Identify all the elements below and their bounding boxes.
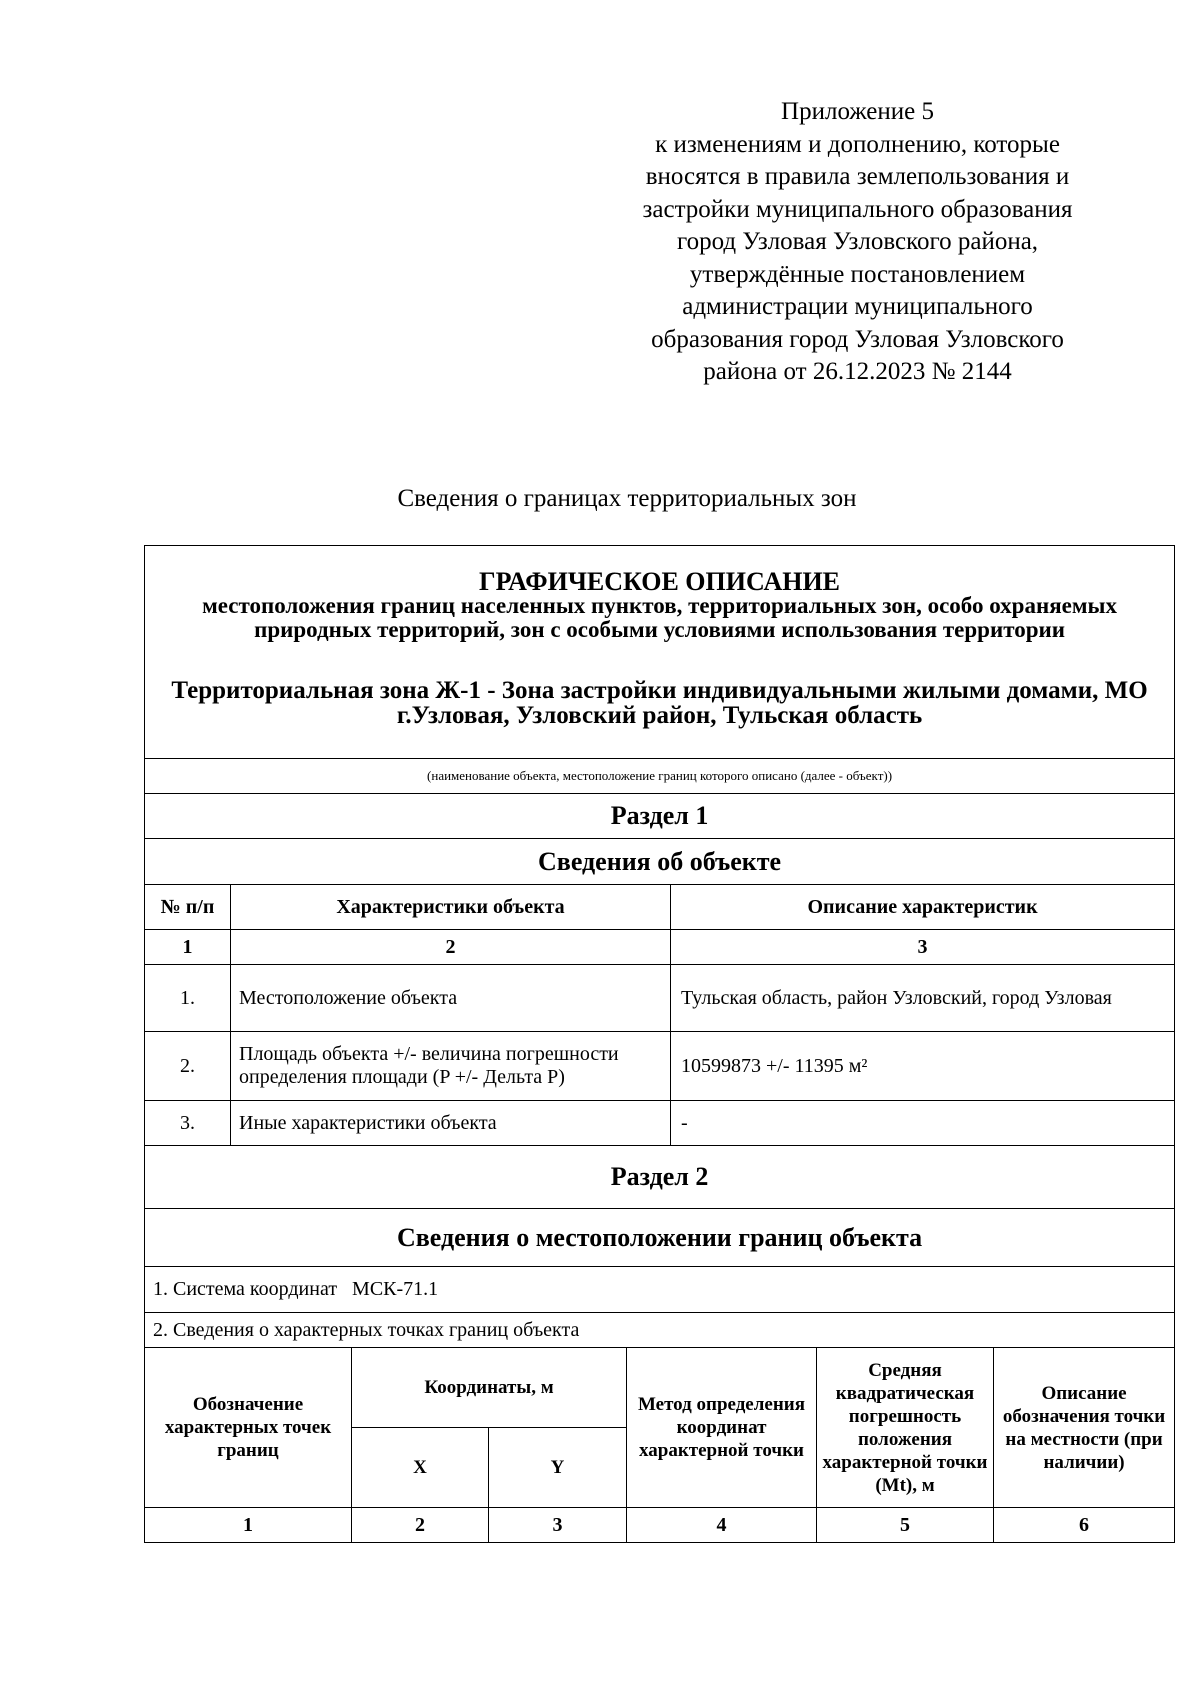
appendix-block bbox=[615, 96, 1100, 389]
section1-subtitle: Сведения об объекте bbox=[145, 839, 1175, 885]
appendix-line: город Узловая Узловского района, bbox=[676, 228, 1039, 255]
column-number: 4 bbox=[627, 1508, 817, 1543]
column-header-description: Описание характеристик bbox=[671, 885, 1175, 930]
table-row bbox=[145, 1101, 1175, 1146]
section2-subtitle: Сведения о местоположении границ объекта bbox=[145, 1209, 1175, 1267]
column-number: 2 bbox=[231, 930, 671, 965]
column-number: 3 bbox=[671, 930, 1175, 965]
column-header-number: № п/п bbox=[145, 885, 231, 930]
row-number: 1. bbox=[145, 965, 231, 1032]
document-title: Сведения о границах территориальных зон bbox=[397, 485, 857, 512]
appendix-line: вносятся в правила землепользования и bbox=[645, 163, 1070, 190]
row-characteristic: Иные характеристики объекта bbox=[231, 1101, 671, 1146]
column-number: 2 bbox=[352, 1508, 489, 1543]
row-number: 3. bbox=[145, 1101, 231, 1146]
row-characteristic: Площадь объекта +/- величина погрешности определения площади (P +/- Дельта P) bbox=[231, 1032, 671, 1101]
graphic-description-table bbox=[144, 545, 1175, 1543]
coordinate-system: 1. Система координат МСК-71.1 bbox=[145, 1267, 1175, 1313]
appendix-line: образования город Узловая Узловского bbox=[651, 325, 1064, 353]
section1-title: Раздел 1 bbox=[145, 794, 1175, 839]
object-caption: (наименование объекта, местоположение границ которого описано (далее - объект)) bbox=[145, 759, 1175, 794]
appendix-line: администрации муниципального bbox=[682, 293, 1033, 320]
appendix-line: Приложение 5 bbox=[781, 98, 934, 125]
header-cell bbox=[145, 546, 1175, 759]
zone-name: Территориальная зона Ж-1 - Зона застройки индивидуальными жилыми домами, МО г.Узловая, Узловский район, Тульская область bbox=[171, 677, 1148, 729]
column-header-error: Средняя квадратическая погрешность положения характерной точки (Mt), м bbox=[817, 1348, 994, 1508]
appendix-line: района от 26.12.2023 № 2144 bbox=[703, 358, 1012, 385]
section2-title: Раздел 2 bbox=[145, 1146, 1175, 1209]
row-description: 10599873 +/- 11395 м² bbox=[671, 1032, 1175, 1101]
column-header-coordinates: Координаты, м bbox=[352, 1348, 627, 1428]
column-header-point-description: Описание обозначения точки на местности (при наличии) bbox=[994, 1348, 1175, 1508]
column-header-characteristics: Характеристики объекта bbox=[231, 885, 671, 930]
header-subtitle: местоположения границ населенных пунктов, территориальных зон, особо охраняемых природных территорий, зон с особыми условиями использования территории bbox=[202, 593, 1117, 642]
table-row bbox=[145, 1032, 1175, 1101]
column-number: 1 bbox=[145, 930, 231, 965]
row-number: 2. bbox=[145, 1032, 231, 1101]
points-info: 2. Сведения о характерных точках границ объекта bbox=[145, 1313, 1175, 1348]
appendix-line: застройки муниципального образования bbox=[642, 195, 1073, 223]
column-header-point: Обозначение характерных точек границ bbox=[145, 1348, 352, 1508]
table-row bbox=[145, 965, 1175, 1032]
column-header-y: Y bbox=[489, 1428, 627, 1508]
column-number: 6 bbox=[994, 1508, 1175, 1543]
row-description: Тульская область, район Узловский, город Узловая bbox=[671, 965, 1175, 1032]
column-header-method: Метод определения координат характерной точки bbox=[627, 1348, 817, 1508]
row-description: - bbox=[671, 1101, 1175, 1146]
appendix-line: утверждённые постановлением bbox=[689, 260, 1026, 288]
appendix-line: к изменениям и дополнению, которые bbox=[655, 130, 1060, 158]
row-characteristic: Местоположение объекта bbox=[231, 965, 671, 1032]
header-main-title: ГРАФИЧЕСКОЕ ОПИСАНИЕ bbox=[479, 567, 841, 596]
column-number: 3 bbox=[489, 1508, 627, 1543]
column-number: 5 bbox=[817, 1508, 994, 1543]
column-number: 1 bbox=[145, 1508, 352, 1543]
column-header-x: X bbox=[352, 1428, 489, 1508]
